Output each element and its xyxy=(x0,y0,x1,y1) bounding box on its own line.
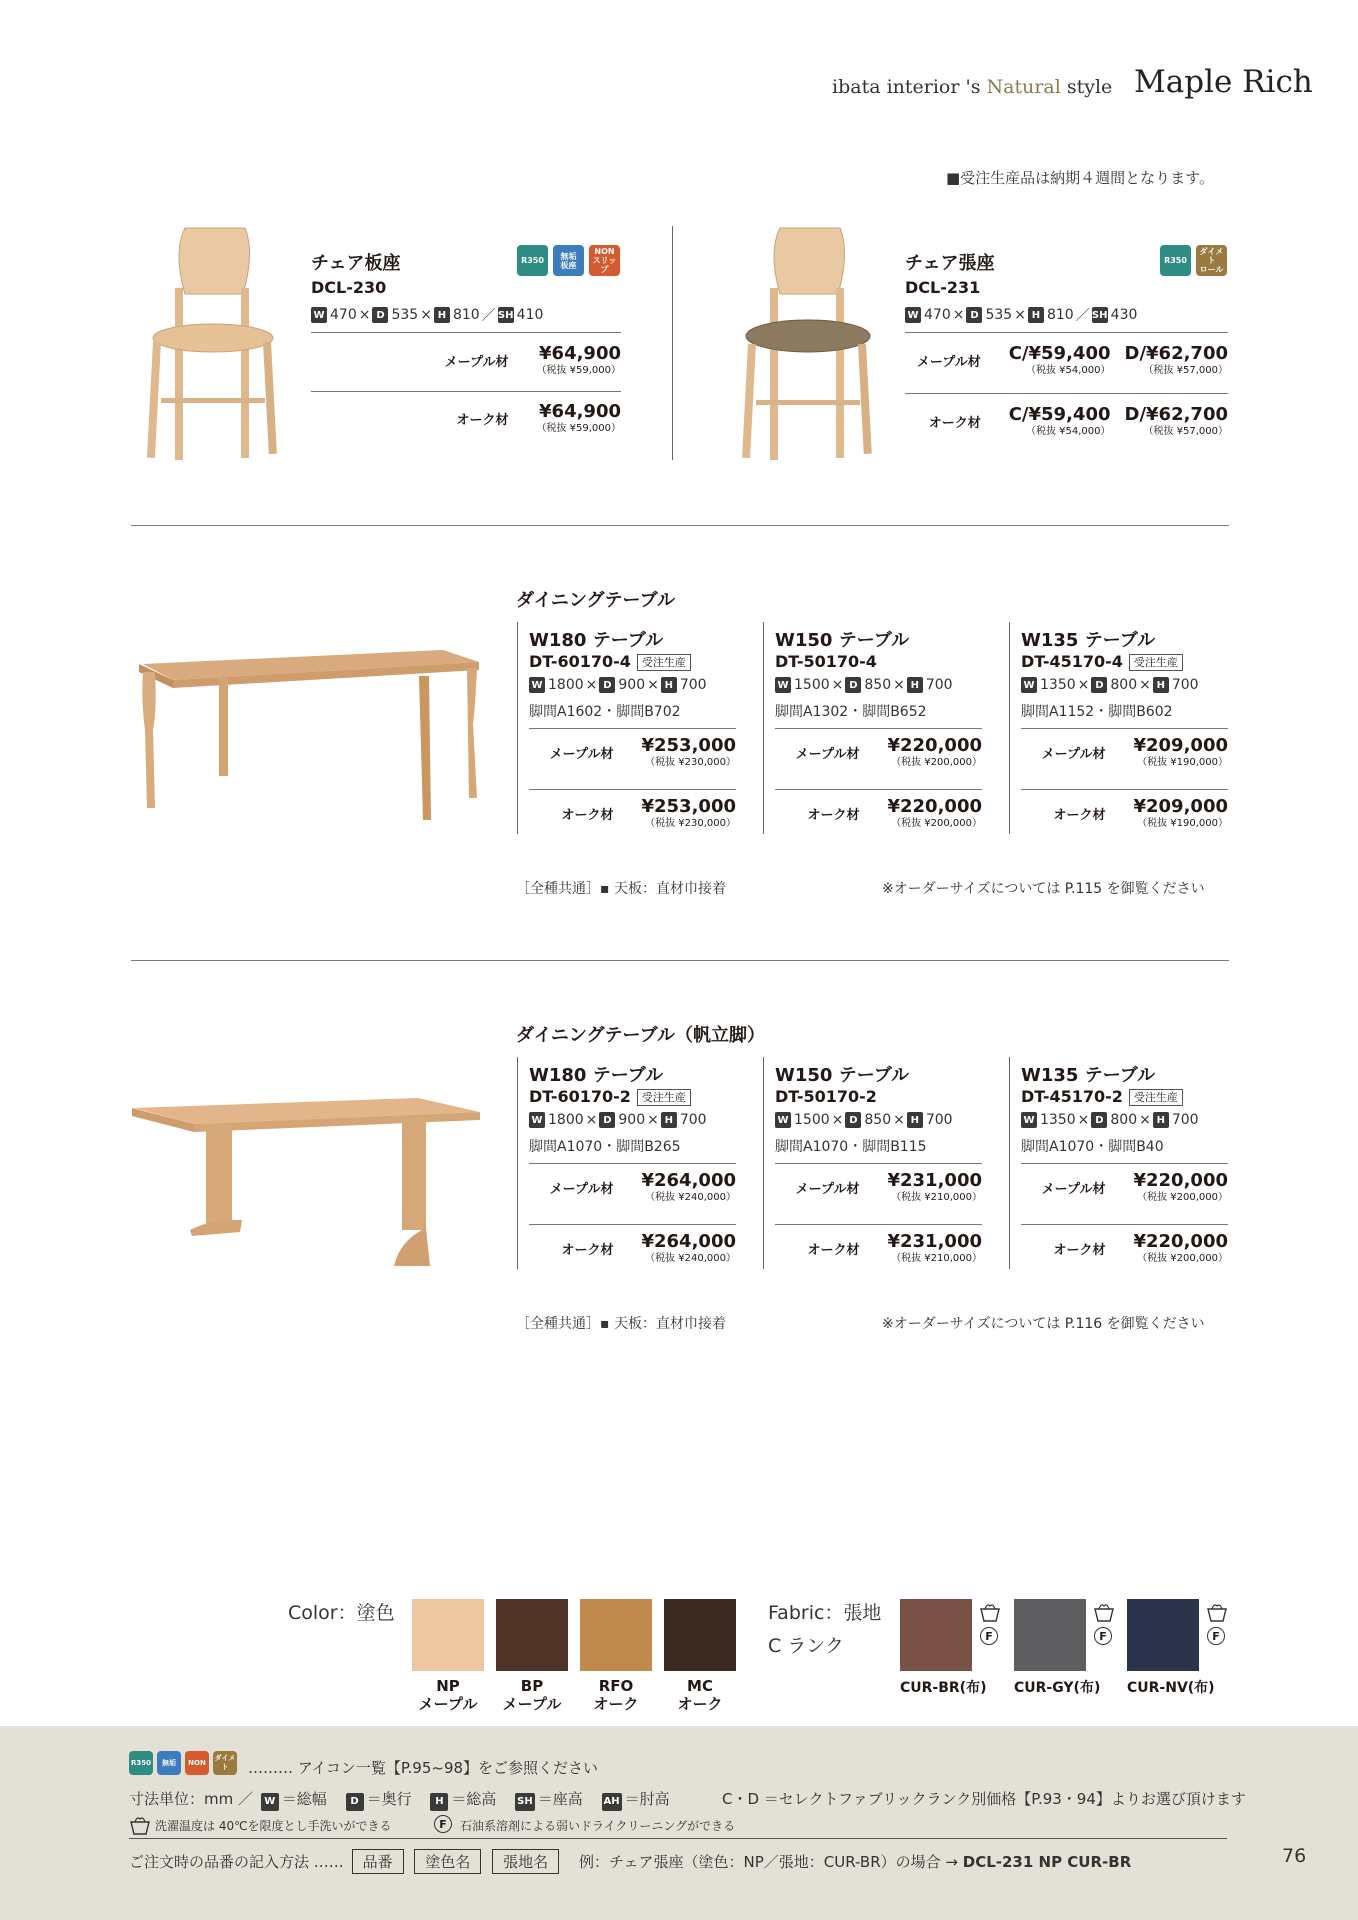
dry-clean-icon: F xyxy=(1094,1627,1112,1645)
r350-icon: R350 xyxy=(129,1751,153,1775)
chair1-dimensions: W 470 × D 535 × H 810 ／ SH 410 xyxy=(311,305,543,325)
table-code: DT-45170-2 受注生産 xyxy=(1021,1087,1183,1106)
fabric-swatch xyxy=(900,1599,972,1671)
chair2-maple-price: メープル材 C/¥59,400 （税抜 ¥54,000） D/¥62,700 （税抜 ¥57,000） xyxy=(916,343,1228,376)
table-code: DT-50170-2 xyxy=(775,1087,877,1106)
page-number: 76 xyxy=(1282,1845,1307,1867)
table-section-title: ダイニングテーブル xyxy=(516,590,675,611)
chair2-oak-price: オーク材 C/¥59,400 （税抜 ¥54,000） D/¥62,700 （税抜 ¥57,000） xyxy=(928,404,1228,437)
non-slip-icon: NON スリップ xyxy=(589,245,620,276)
solid-wood-seat-icon: 無垢 板座 xyxy=(553,245,584,276)
color-swatch-mc xyxy=(664,1599,736,1671)
table-dimensions: W 1800 × D 900 × H 700 xyxy=(529,677,707,693)
table-oak-price: オーク材 ¥220,000 （税抜 ¥200,000） xyxy=(807,796,982,829)
table-maple-price: メープル材 ¥220,000 （税抜 ¥200,000） xyxy=(795,735,982,768)
color-swatch-label: RFO オーク xyxy=(593,1677,639,1713)
chair2-code: DCL-231 xyxy=(905,278,981,297)
fabric-swatch-label: CUR-NV(布) xyxy=(1127,1680,1215,1696)
color-swatch-label: BP メープル xyxy=(502,1677,562,1713)
table-name: W150 テーブル xyxy=(775,1065,910,1086)
table-dimensions: W 1500 × D 850 × H 700 xyxy=(775,677,953,693)
fabric-swatch xyxy=(1014,1599,1086,1671)
table-name: W180 テーブル xyxy=(529,630,664,651)
table-code: DT-45170-4 受注生産 xyxy=(1021,652,1183,671)
table-leg-spacing: 脚間A1070・脚間B265 xyxy=(529,1139,681,1155)
table-leg-spacing: 脚間A1070・脚間B40 xyxy=(1021,1139,1164,1155)
dry-clean-note: 石油系溶剤による弱いドライクリーニングができる xyxy=(460,1819,736,1833)
chair1-code: DCL-230 xyxy=(311,278,387,297)
chair1-oak-price: オーク材 ¥64,900 （税抜 ¥59,000） xyxy=(456,401,621,434)
fabric-swatch-label: CUR-GY(布) xyxy=(1014,1680,1101,1696)
color-swatch-label: NP メープル xyxy=(418,1677,478,1713)
table-dimensions: W 1800 × D 900 × H 700 xyxy=(529,1112,707,1128)
color-swatch-bp xyxy=(496,1599,568,1671)
fabric-swatch-label: CUR-BR(布) xyxy=(900,1680,987,1696)
chair1-maple-price: メープル材 ¥64,900 （税抜 ¥59,000） xyxy=(444,343,621,376)
hand-wash-icon xyxy=(979,1601,1001,1623)
hand-wash-icon xyxy=(129,1814,151,1836)
table-maple-price: メープル材 ¥220,000 （税抜 ¥200,000） xyxy=(1041,1170,1228,1203)
made-to-order-tag: 受注生産 xyxy=(637,1089,691,1106)
order-method: ご注文時の品番の記入方法 …… 品番 塗色名 張地名 例：チェア張座（塗色：NP／張地：CUR-BR）の場合 → DCL-231 NP CUR-BR xyxy=(129,1849,1131,1874)
table-name: W150 テーブル xyxy=(775,630,910,651)
wash-note: 洗濯温度は 40℃を限度とし手洗いができる xyxy=(155,1819,392,1833)
table-name: W135 テーブル xyxy=(1021,630,1156,651)
table-leg-spacing: 脚間A1070・脚間B115 xyxy=(775,1139,927,1155)
dry-clean-icon: F xyxy=(980,1627,998,1645)
table-maple-price: メープル材 ¥209,000 （税抜 ¥190,000） xyxy=(1041,735,1228,768)
table-name: W135 テーブル xyxy=(1021,1065,1156,1086)
dimet-roll-icon: ダイメト ロール xyxy=(1196,245,1227,276)
icon-list-note: ……… アイコン一覧【P.95~98】をご参照ください xyxy=(248,1759,599,1777)
r350-icon: R350 xyxy=(1160,245,1191,276)
dining-table-image xyxy=(133,650,483,850)
color-label: Color：塗色 xyxy=(288,1602,395,1624)
brand-subtitle: ibata interior 's Natural style xyxy=(832,76,1113,98)
color-swatch-np xyxy=(412,1599,484,1671)
fabric-label: Fabric：張地 xyxy=(768,1602,882,1624)
hand-wash-icon xyxy=(1206,1601,1228,1623)
made-to-order-tag: 受注生産 xyxy=(637,654,691,671)
unit-legend: 寸法単位：mm ／ W ＝総幅 D ＝奥行 H ＝総高 SH ＝座高 AH ＝肘高 xyxy=(129,1788,670,1811)
fabric-swatch xyxy=(1127,1599,1199,1671)
table-oak-price: オーク材 ¥220,000 （税抜 ¥200,000） xyxy=(1053,1231,1228,1264)
chair2-name: チェア張座 xyxy=(905,253,995,274)
table-code: DT-50170-4 xyxy=(775,652,877,671)
section-divider xyxy=(131,960,1229,961)
color-swatch-rfo xyxy=(580,1599,652,1671)
color-swatch-label: MC オーク xyxy=(677,1677,723,1713)
r350-icon: R350 xyxy=(517,245,548,276)
table-leg-spacing: 脚間A1302・脚間B652 xyxy=(775,704,927,720)
table-dimensions: W 1500 × D 850 × H 700 xyxy=(775,1112,953,1128)
table-leg-spacing: 脚間A1602・脚間B702 xyxy=(529,704,681,720)
table-dimensions: W 1350 × D 800 × H 700 xyxy=(1021,1112,1199,1128)
table-oak-price: オーク材 ¥209,000 （税抜 ¥190,000） xyxy=(1053,796,1228,829)
chair1-name: チェア板座 xyxy=(311,253,401,274)
table-dimensions: W 1350 × D 800 × H 700 xyxy=(1021,677,1199,693)
made-to-order-tag: 受注生産 xyxy=(1129,1089,1183,1106)
fabric-rank-label: C ランク xyxy=(768,1635,844,1657)
common-spec-note: ［全種共通］▪ 天板：直材巾接着 xyxy=(516,1316,726,1332)
made-to-order-tag: 受注生産 xyxy=(1129,654,1183,671)
table-code: DT-60170-4 受注生産 xyxy=(529,652,691,671)
table-oak-price: オーク材 ¥253,000 （税抜 ¥230,000） xyxy=(561,796,736,829)
chair-wood-seat-image xyxy=(133,222,293,462)
chair-upholstered-seat-image xyxy=(728,222,888,462)
dry-clean-icon: F xyxy=(1207,1627,1225,1645)
table-code: DT-60170-2 受注生産 xyxy=(529,1087,691,1106)
table-oak-price: オーク材 ¥231,000 （税抜 ¥210,000） xyxy=(807,1231,982,1264)
table-leg-spacing: 脚間A1152・脚間B602 xyxy=(1021,704,1173,720)
table-name: W180 テーブル xyxy=(529,1065,664,1086)
table-oak-price: オーク材 ¥264,000 （税抜 ¥240,000） xyxy=(561,1231,736,1264)
footer xyxy=(0,1726,1358,1920)
select-fabric-note: C・D ＝セレクトファブリックランク別価格【P.93・94】よりお選び頂けます xyxy=(722,1790,1246,1808)
order-size-note: ※オーダーサイズについては P.115 を御覧ください xyxy=(882,881,1205,897)
table-maple-price: メープル材 ¥253,000 （税抜 ¥230,000） xyxy=(549,735,736,768)
order-size-note: ※オーダーサイズについては P.116 を御覧ください xyxy=(882,1316,1205,1332)
hand-wash-icon xyxy=(1093,1601,1115,1623)
non-slip-icon: NON xyxy=(185,1751,209,1775)
table-maple-price: メープル材 ¥231,000 （税抜 ¥210,000） xyxy=(795,1170,982,1203)
table-maple-price: メープル材 ¥264,000 （税抜 ¥240,000） xyxy=(549,1170,736,1203)
common-spec-note: ［全種共通］▪ 天板：直材巾接着 xyxy=(516,881,726,897)
series-title: Maple Rich xyxy=(1134,64,1313,100)
table-section-title: ダイニングテーブル（帆立脚） xyxy=(516,1025,765,1046)
section-divider xyxy=(131,525,1229,526)
dimet-roll-icon: ダイメト xyxy=(213,1751,237,1775)
lead-time-note: ■受注生産品は納期４週間となります。 xyxy=(946,169,1214,187)
dry-clean-icon: F xyxy=(434,1815,452,1833)
solid-wood-seat-icon: 無垢 xyxy=(157,1751,181,1775)
dining-table-panel-leg-image xyxy=(130,1090,485,1280)
chair2-dimensions: W 470 × D 535 × H 810 ／ SH 430 xyxy=(905,305,1137,325)
